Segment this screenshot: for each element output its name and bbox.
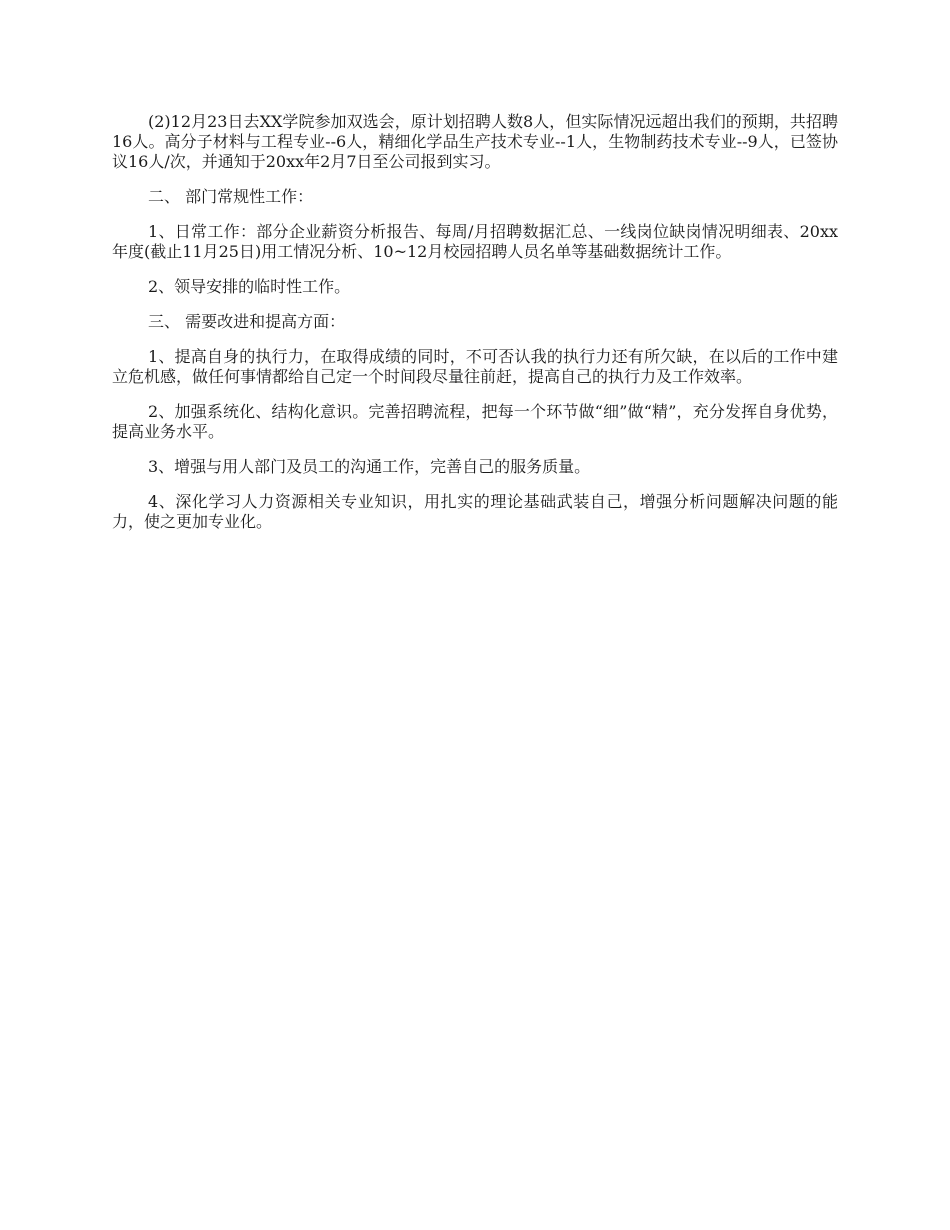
section-heading-improvements: 三、 需要改进和提高方面： — [148, 312, 346, 331]
paragraph-daily-work: 1、日常工作：部分企业薪资分析报告、每周/月招聘数据汇总、一线岗位缺岗情况明细表、20xx年度(截止11月25日)用工情况分析、10~12月校园招聘人员名单等基础数据统计工作。 — [112, 222, 838, 261]
section-heading-routine-work: 二、 部门常规性工作： — [148, 187, 314, 206]
paragraph-systematization: 2、加强系统化、结构化意识。完善招聘流程，把每一个环节做“细”做“精”，充分发挥自身优势，提高业务水平。 — [112, 402, 838, 441]
paragraph-communication: 3、增强与用人部门及员工的沟通工作，完善自己的服务质量。 — [148, 457, 591, 476]
paragraph-execution: 1、提高自身的执行力，在取得成绩的同时，不可否认我的执行力还有所欠缺，在以后的工作中建立危机感，做任何事情都给自己定一个时间段尽量往前赶，提高自己的执行力及工作效率。 — [112, 347, 838, 386]
paragraph-hr-knowledge: 4、深化学习人力资源相关专业知识，用扎实的理论基础武装自己，增强分析问题解决问题的能力，使之更加专业化。 — [112, 492, 838, 531]
document-body — [112, 112, 838, 547]
paragraph-temporary-work: 2、领导安排的临时性工作。 — [148, 277, 351, 296]
paragraph-campus-fair: (2)12月23日去XX学院参加双选会，原计划招聘人数8人，但实际情况远超出我们的预期，共招聘16人。高分子材料与工程专业--6人，精细化学品生产技术专业--1人，生物制药技术专业--9人，已签协议16人/次，并通知于20xx年2月7日至公司报到实习。 — [112, 112, 838, 171]
